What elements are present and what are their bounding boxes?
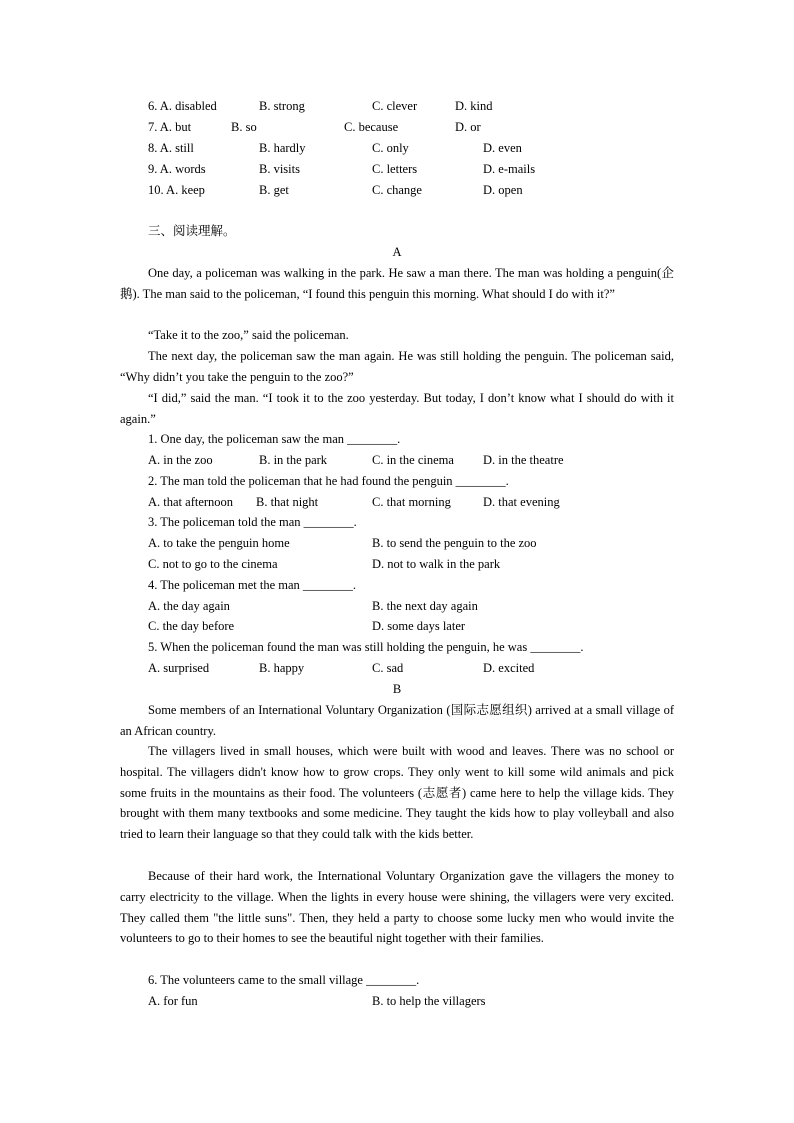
question-5: 5. When the policeman found the man was still holding the penguin, he was ________. (148, 640, 584, 654)
question-1: 1. One day, the policeman saw the man ________. (148, 432, 401, 446)
option-a: A. that afternoon (148, 495, 234, 509)
passage-b-paragraph-3 (120, 866, 674, 949)
option-b: B. the next day again (372, 599, 478, 613)
option-a: 7. A. but (148, 120, 192, 134)
option-b: B. strong (259, 99, 305, 113)
option-d: D. excited (483, 661, 535, 675)
question-6: 6. The volunteers came to the small village ________. (148, 973, 420, 987)
option-c: C. because (344, 120, 399, 134)
option-b: B. in the park (259, 453, 328, 467)
option-a: A. for fun (148, 994, 198, 1008)
option-b: B. so (231, 120, 257, 134)
cloze-option-row (0, 180, 794, 201)
passage-a-label: A (392, 245, 402, 259)
option-d: D. not to walk in the park (372, 557, 501, 571)
option-b: B. hardly (259, 141, 306, 155)
question-5-options (0, 658, 794, 679)
question-3: 3. The policeman told the man ________. (148, 515, 357, 529)
option-c: C. clever (372, 99, 418, 113)
option-c: C. not to go to the cinema (148, 557, 278, 571)
passage-a-paragraph-1 (120, 263, 674, 305)
question-3-options-row-2 (0, 554, 794, 575)
cloze-option-row (0, 159, 794, 180)
option-b: B. visits (259, 162, 300, 176)
cloze-option-row (0, 117, 794, 138)
paragraph-text: One day, a policeman was walking in the park. He saw a man there. The man was holding a penguin(企鹅). The man said to the policeman, “I found this penguin this morning. What should I do with it?” (120, 266, 674, 301)
paragraph-text: Because of their hard work, the International Voluntary Organization gave the villagers the money to carry electricity to the village. When the lights in every house were shining, the villagers were very excited. They called them "the little suns". Then, they held a party to choose some lucky men who would invite the volunteers to go to their homes to see the beautiful night together with their families. (120, 869, 674, 946)
option-d: D. e-mails (483, 162, 536, 176)
option-b: B. to help the villagers (372, 994, 486, 1008)
question-6-options (0, 991, 794, 1012)
option-a: 6. A. disabled (148, 99, 217, 113)
paragraph-text: “I did,” said the man. “I took it to the zoo yesterday. But today, I don’t know what I should do with it again.” (120, 391, 674, 426)
option-c: C. that morning (372, 495, 451, 509)
option-a: A. surprised (148, 661, 210, 675)
option-b: B. get (259, 183, 289, 197)
option-b: B. happy (259, 661, 305, 675)
question-4-options-row-2 (0, 616, 794, 637)
option-b: B. that night (256, 495, 319, 509)
passage-b-paragraph-1 (120, 700, 674, 742)
option-c: C. sad (372, 661, 404, 675)
paragraph-text: The next day, the policeman saw the man again. He was still holding the penguin. The policeman said, “Why didn’t you take the penguin to the zoo?” (120, 349, 674, 384)
option-d: D. or (455, 120, 481, 134)
paragraph-text: “Take it to the zoo,” said the policeman. (148, 328, 349, 342)
option-a: A. to take the penguin home (148, 536, 290, 550)
option-c: C. the day before (148, 619, 235, 633)
option-a: 9. A. words (148, 162, 206, 176)
option-d: D. even (483, 141, 522, 155)
option-c: C. letters (372, 162, 418, 176)
passage-a-paragraph-3 (120, 346, 674, 388)
passage-b-label: B (392, 682, 402, 696)
section-title: 三、阅读理解。 (148, 224, 236, 238)
question-2-options (0, 492, 794, 513)
option-d: D. in the theatre (483, 453, 564, 467)
passage-a-paragraph-4 (120, 388, 674, 430)
option-d: D. open (483, 183, 523, 197)
question-3-options-row-1 (0, 533, 794, 554)
question-2: 2. The man told the policeman that he had found the penguin ________. (148, 474, 509, 488)
question-4-options-row-1 (0, 596, 794, 617)
option-b: B. to send the penguin to the zoo (372, 536, 537, 550)
option-a: A. in the zoo (148, 453, 213, 467)
option-a: 8. A. still (148, 141, 194, 155)
option-a: 10. A. keep (148, 183, 205, 197)
option-c: C. in the cinema (372, 453, 454, 467)
option-d: D. some days later (372, 619, 466, 633)
passage-b-paragraph-2 (120, 741, 674, 845)
cloze-option-row (0, 138, 794, 159)
option-d: D. that evening (483, 495, 560, 509)
option-c: C. only (372, 141, 409, 155)
paragraph-text: Some members of an International Voluntary Organization (国际志愿组织) arrived at a small village of an African country. (120, 703, 674, 738)
option-a: A. the day again (148, 599, 230, 613)
option-c: C. change (372, 183, 422, 197)
option-d: D. kind (455, 99, 493, 113)
paragraph-text: The villagers lived in small houses, which were built with wood and leaves. There was no school or hospital. The villagers didn't know how to grow crops. They only went to kill some wild animals and pick some fruits in the mountains as their food. The volunteers (志愿者) came here to help the village kids. They brought with them many textbooks and some medicine. They taught the kids how to play volleyball and also tried to learn their language so that they could talk with the kids better. (120, 744, 674, 842)
question-1-options (0, 450, 794, 471)
cloze-option-row (0, 96, 794, 117)
passage-a-paragraph-2 (120, 325, 674, 346)
question-4: 4. The policeman met the man ________. (148, 578, 357, 592)
